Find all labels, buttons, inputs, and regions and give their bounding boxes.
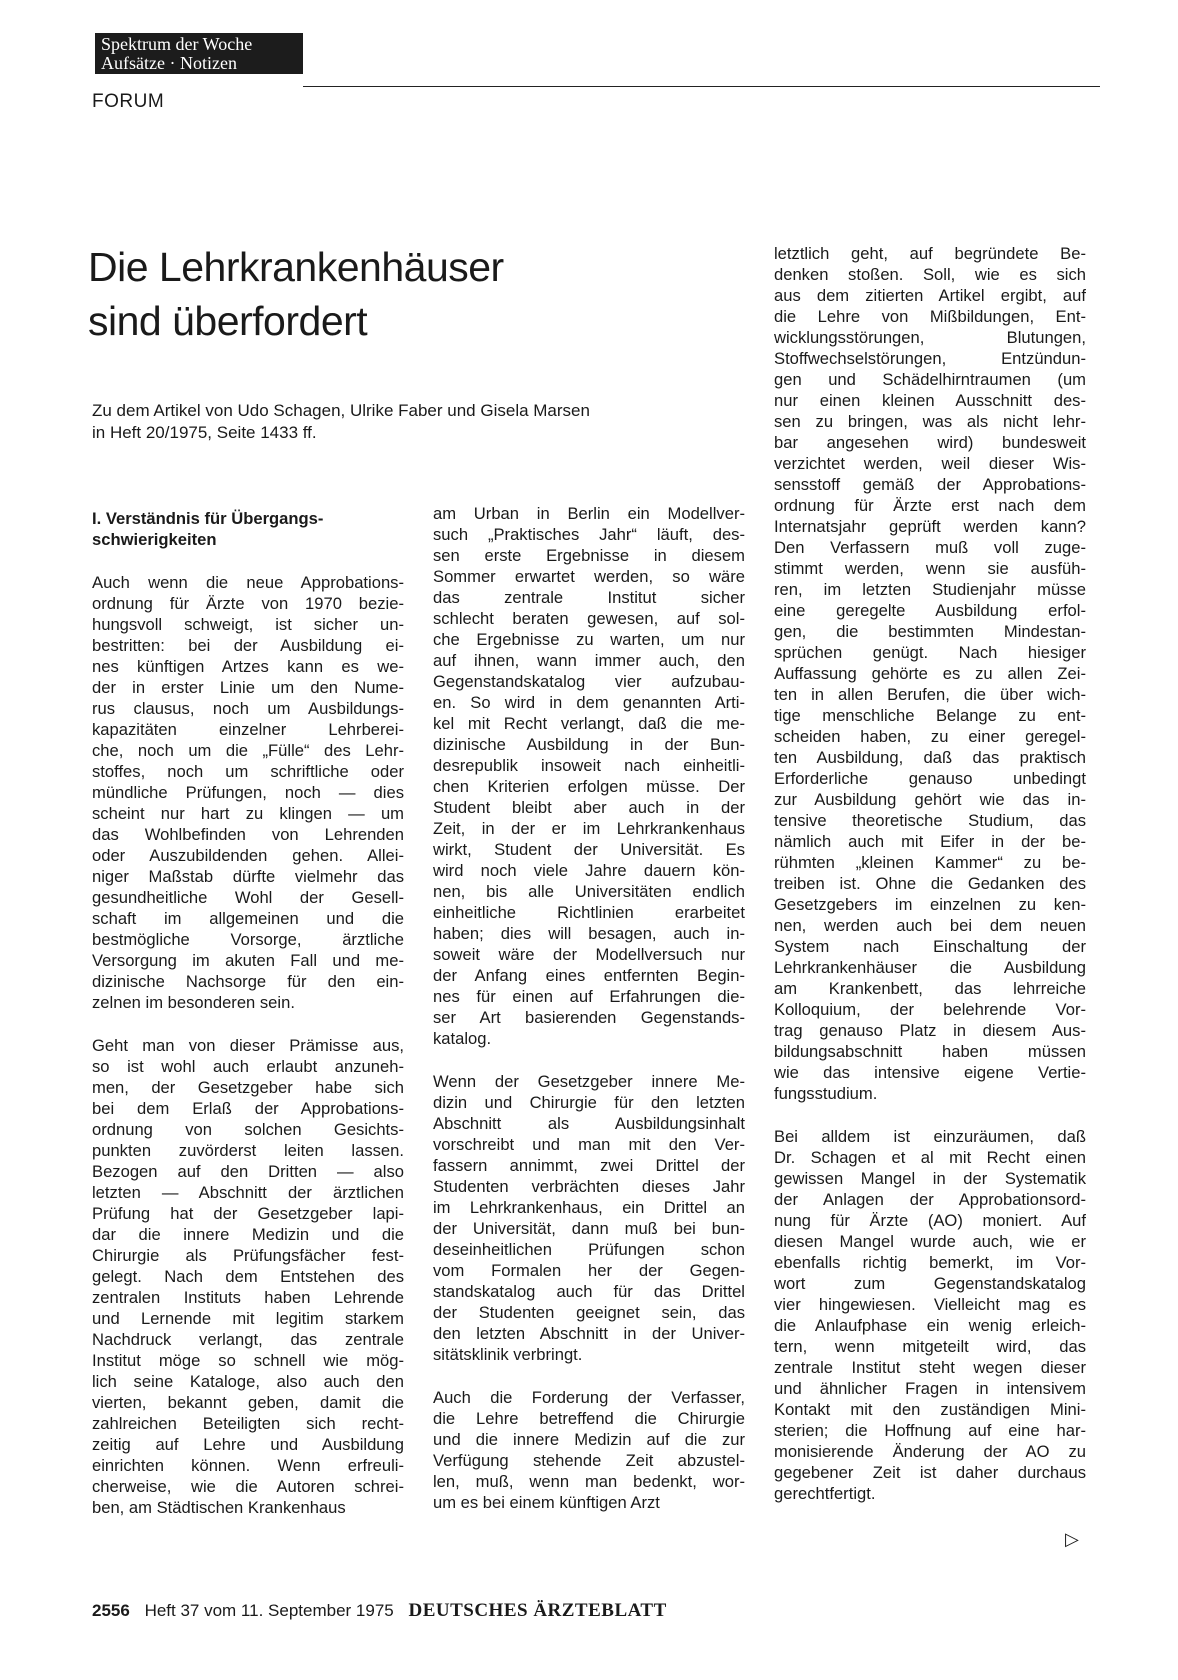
body-text-line: dizinische Ausbildung in der Bun- xyxy=(433,735,745,754)
body-text-line: nen, bis alle Universitäten endlich xyxy=(433,882,745,901)
body-text-line: vom Formalen her der Gegen- xyxy=(433,1261,745,1280)
text-column-1 xyxy=(92,508,404,1518)
body-text-line: dar die innere Medizin und die xyxy=(92,1225,404,1244)
text-column-3 xyxy=(774,243,1086,1504)
body-text-line: schaft im allgemeinen und die xyxy=(92,909,404,928)
page-number: 2556 xyxy=(92,1601,130,1620)
body-text-line: einheitliche Richtlinien erarbeitet xyxy=(433,903,745,922)
body-text-line: sensstoff gemäß der Approbations- xyxy=(774,475,1086,494)
body-text-line: Zeit, in der er im Lehrkrankenhaus xyxy=(433,819,745,838)
body-text-line: ebenfalls richtig bemerkt, im Vor- xyxy=(774,1253,1086,1272)
body-text-line: und Lernende mit legitim starkem xyxy=(92,1309,404,1328)
body-text-line: Chirurgie als Prüfungsfächer fest- xyxy=(92,1246,404,1265)
body-text-line: der Studenten geeignet sein, das xyxy=(433,1303,745,1322)
body-text-line: zur Ausbildung gehört wie das in- xyxy=(774,790,1086,809)
body-text-line: gerechtfertigt. xyxy=(774,1484,876,1503)
body-text-line: soweit wäre der Modellversuch nur xyxy=(433,945,745,964)
body-text-line: ser Art basierenden Gegenstands- xyxy=(433,1008,745,1027)
body-text-line: bestmögliche Vorsorge, ärztliche xyxy=(92,930,404,949)
body-text-line: diesen Mangel wurde auch, wie er xyxy=(774,1232,1086,1251)
body-text-line: nur einen kleinen Ausschnitt des- xyxy=(774,391,1086,410)
body-text-line: len, muß, wenn man bedenkt, wor- xyxy=(433,1472,745,1491)
body-text-line: schlecht beraten gewesen, auf sol- xyxy=(433,609,745,628)
section-label: FORUM xyxy=(92,91,165,112)
body-text-line: zelnen im besonderen sein. xyxy=(92,993,295,1012)
body-text-line: zentralen Instituts haben Lehrende xyxy=(92,1288,404,1307)
body-text-line: nen, werden auch bei dem neuen xyxy=(774,916,1086,935)
body-text-line: zentrale Institut steht wegen dieser xyxy=(774,1358,1086,1377)
body-text-line: ordnung für Ärzte erst nach dem xyxy=(774,496,1086,515)
body-text-line: der Universität, dann muß bei bun- xyxy=(433,1219,745,1238)
header-rule xyxy=(303,86,1100,87)
body-text-line: Gegenstandskatalog vier aufzubau- xyxy=(433,672,745,691)
body-text-line: Geht man von dieser Prämisse aus, xyxy=(92,1036,404,1055)
intro-line-2: in Heft 20/1975, Seite 1433 ff. xyxy=(92,423,317,442)
body-text-line: tern, wenn mitgeteilt wird, das xyxy=(774,1337,1086,1356)
body-text-line: Verfügung stehende Zeit abzustel- xyxy=(433,1451,745,1470)
body-text-line: auf ihnen, wann immer auch, den xyxy=(433,651,745,670)
body-text-line: denken stoßen. Soll, wie es sich xyxy=(774,265,1086,284)
paragraph-gap xyxy=(433,1365,745,1387)
body-text-line: wort zum Gegenstandskatalog xyxy=(774,1274,1086,1293)
body-text-line: am Krankenbett, das lehrreiche xyxy=(774,979,1086,998)
body-text-line: monisierende Änderung der AO zu xyxy=(774,1442,1086,1461)
body-text-line: Abschnitt als Ausbildungsinhalt xyxy=(433,1114,745,1133)
body-text-line: sterien; die Hoffnung auf eine har- xyxy=(774,1421,1086,1440)
body-text-line: sen zu bringen, was als nicht lehr- xyxy=(774,412,1086,431)
body-text-line: fassern annimmt, zwei Drittel der xyxy=(433,1156,745,1175)
body-text-line: wicklungsstörungen, Blutungen, xyxy=(774,328,1086,347)
body-text-line: Versorgung im akuten Fall und me- xyxy=(92,951,404,970)
body-text-line: aus dem zitierten Artikel ergibt, auf xyxy=(774,286,1086,305)
body-text-line: Bei alldem ist einzuräumen, daß xyxy=(774,1127,1086,1146)
body-text-line: die Anlaufphase ein wenig erleich- xyxy=(774,1316,1086,1335)
body-text-line: treiben ist. Ohne die Gedanken des xyxy=(774,874,1086,893)
body-text-line: vierten, bekannt geben, damit die xyxy=(92,1393,404,1412)
body-text-line: um es bei einem künftigen Arzt xyxy=(433,1493,660,1512)
body-text-line: gen und Schädelhirntraumen (um xyxy=(774,370,1086,389)
body-text-line: Den Verfassern muß voll zuge- xyxy=(774,538,1086,557)
body-text-line: nämlich auch mit Eifer in der be- xyxy=(774,832,1086,851)
body-text-line: Stoffwechselstörungen, Entzündun- xyxy=(774,349,1086,368)
body-text-line: trag genauso Platz in diesem Aus- xyxy=(774,1021,1086,1040)
body-text-line: tensive theoretische Studium, das xyxy=(774,811,1086,830)
body-text-line: System nach Einschaltung der xyxy=(774,937,1086,956)
body-text-line: der Anfang eines entfernten Begin- xyxy=(433,966,745,985)
body-text-line: such „Praktisches Jahr“ läuft, des- xyxy=(433,525,745,544)
section-heading-line: schwierigkeiten xyxy=(92,530,217,549)
body-text-line: einrichten können. Wenn erfreuli- xyxy=(92,1456,404,1475)
body-text-line: wirkt, Student der Universität. Es xyxy=(433,840,745,859)
body-text-line: Prüfung hat der Gesetzgeber lapi- xyxy=(92,1204,404,1223)
body-text-line: Auffassung gehörte es zu allen Zei- xyxy=(774,664,1086,683)
body-text-line: ordnung von solchen Gesichts- xyxy=(92,1120,404,1139)
body-text-line: Kontakt mit den zuständigen Mini- xyxy=(774,1400,1086,1419)
body-text-line: scheiden haben, zu einer geregel- xyxy=(774,727,1086,746)
body-text-line: Auch die Forderung der Verfasser, xyxy=(433,1388,745,1407)
body-text-line: die Lehre von Mißbildungen, Ent- xyxy=(774,307,1086,326)
body-text-line: vorschreibt und man mit den Ver- xyxy=(433,1135,745,1154)
body-text-line: wie das intensive eigene Vertie- xyxy=(774,1063,1086,1082)
body-text-line: ren, im letzten Studienjahr müsse xyxy=(774,580,1086,599)
body-text-line: rühmten „kleinen Kammer“ zu be- xyxy=(774,853,1086,872)
body-text-line: katalog. xyxy=(433,1029,492,1048)
body-text-line: Wenn der Gesetzgeber innere Me- xyxy=(433,1072,745,1091)
body-text-line: Erforderliche genauso unbedingt xyxy=(774,769,1086,788)
body-text-line: nes für einen auf Erfahrungen die- xyxy=(433,987,745,1006)
body-text-line: standskatalog auch für das Drittel xyxy=(433,1282,745,1301)
body-text-line: kapazitäten einzelner Lehrberei- xyxy=(92,720,404,739)
body-text-line: der Anlagen der Approbationsord- xyxy=(774,1190,1086,1209)
body-text-line: zahlreichen Beteiligten sich recht- xyxy=(92,1414,404,1433)
body-text-line: ten Ausbildung, daß das praktisch xyxy=(774,748,1086,767)
body-text-line: Kolloquium, der belehrende Vor- xyxy=(774,1000,1086,1019)
body-text-line: vier hingewiesen. Vielleicht mag es xyxy=(774,1295,1086,1314)
badge-line-1: Spektrum der Woche xyxy=(101,34,253,54)
body-text-line: den letzten Abschnitt in der Univer- xyxy=(433,1324,745,1343)
body-text-line: ordnung für Ärzte von 1970 bezie- xyxy=(92,594,404,613)
article-title xyxy=(88,240,708,348)
body-text-line: bar angesehen wird) bundesweit xyxy=(774,433,1086,452)
body-text-line: tige menschliche Belange zu ent- xyxy=(774,706,1086,725)
body-text-line: fungsstudium. xyxy=(774,1084,878,1103)
body-text-line: gelegt. Nach dem Entstehen des xyxy=(92,1267,404,1286)
body-text-line: mündliche Prüfungen, noch — dies xyxy=(92,783,404,802)
body-text-line: Nachdruck verlangt, das zentrale xyxy=(92,1330,404,1349)
body-text-line: nes künftigen Artzes kann es we- xyxy=(92,657,404,676)
body-text-line: deseinheitlichen Prüfungen schon xyxy=(433,1240,745,1259)
body-text-line: sen erste Ergebnisse in diesem xyxy=(433,546,745,565)
body-text-line: sprüchen genügt. Nach hiesiger xyxy=(774,643,1086,662)
body-text-line: Gesetzgebers im einzelnen zu ken- xyxy=(774,895,1086,914)
badge-line-2: Aufsätze · Notizen xyxy=(101,53,237,73)
body-text-line: punkten zuvörderst leiten lassen. xyxy=(92,1141,404,1160)
body-text-line: cherweise, wie die Autoren schrei- xyxy=(92,1477,404,1496)
body-text-line: am Urban in Berlin ein Modellver- xyxy=(433,504,745,523)
body-text-line: Internatsjahr geprüft werden kann? xyxy=(774,517,1086,536)
body-text-line: Bezogen auf den Dritten — also xyxy=(92,1162,404,1181)
body-text-line: ten in allen Berufen, die über wich- xyxy=(774,685,1086,704)
body-text-line: bildungsabschnitt haben müssen xyxy=(774,1042,1086,1061)
paragraph-gap xyxy=(433,1049,745,1071)
body-text-line: kel mit Recht verlangt, daß die me- xyxy=(433,714,745,733)
body-text-line: chen Kriterien erfolgen müsse. Der xyxy=(433,777,745,796)
intro-line-1: Zu dem Artikel von Udo Schagen, Ulrike Faber und Gisela Marsen xyxy=(92,401,590,420)
body-text-line: men, der Gesetzgeber habe sich xyxy=(92,1078,404,1097)
body-text-line: gesundheitliche Wohl der Gesell- xyxy=(92,888,404,907)
text-column-2 xyxy=(433,503,745,1513)
body-text-line: stoffes, noch um schriftliche oder xyxy=(92,762,404,781)
body-text-line: gegebener Zeit ist daher durchaus xyxy=(774,1463,1086,1482)
body-text-line: Lehrkrankenhäuser die Ausbildung xyxy=(774,958,1086,977)
paragraph-gap xyxy=(774,1104,1086,1126)
issue-info: Heft 37 vom 11. September 1975 xyxy=(144,1601,394,1620)
body-text-line: wird noch viele Jahre dauern kön- xyxy=(433,861,745,880)
body-text-line: Student bleibt aber auch in der xyxy=(433,798,745,817)
body-text-line: dizin und Chirurgie für den letzten xyxy=(433,1093,745,1112)
body-text-line: letztlich geht, auf begründete Be- xyxy=(774,244,1086,263)
body-text-line: stimmt werden, wenn sie ausfüh- xyxy=(774,559,1086,578)
body-text-line: desrepublik insoweit nach einheitli- xyxy=(433,756,745,775)
body-text-line: oder Auszubildenden gehen. Allei- xyxy=(92,846,404,865)
body-text-line: rus clausus, noch um Ausbildungs- xyxy=(92,699,404,718)
body-text-line: der in erster Linie um den Nume- xyxy=(92,678,404,697)
journal-name: DEUTSCHES ÄRZTEBLATT xyxy=(408,1600,667,1621)
body-text-line: letzten — Abschnitt der ärztlichen xyxy=(92,1183,404,1202)
body-text-line: Sommer erwartet werden, so wäre xyxy=(433,567,745,586)
body-text-line: Institut möge so schnell wie mög- xyxy=(92,1351,404,1370)
body-text-line: en. So wird in dem genannten Arti- xyxy=(433,693,745,712)
body-text-line: verzichtet werden, weil dieser Wis- xyxy=(774,454,1086,473)
section-badge xyxy=(95,33,303,74)
body-text-line: che, noch um die „Fülle“ des Lehr- xyxy=(92,741,404,760)
body-text-line: bestritten: bei der Ausbildung ei- xyxy=(92,636,404,655)
title-line-2: sind überfordert xyxy=(88,298,368,344)
body-text-line: haben; dies will besagen, auch in- xyxy=(433,924,745,943)
page-footer xyxy=(92,1600,667,1622)
body-text-line: eine geregelte Ausbildung erfol- xyxy=(774,601,1086,620)
body-text-line: Studenten verbrächten dieses Jahr xyxy=(433,1177,745,1196)
body-text-line: lich seine Kataloge, also auch den xyxy=(92,1372,404,1391)
body-text-line: und die innere Medizin auf die zur xyxy=(433,1430,745,1449)
body-text-line: das Wohlbefinden von Lehrenden xyxy=(92,825,404,844)
body-text-line: die Lehre betreffend die Chirurgie xyxy=(433,1409,745,1428)
body-text-line: scheint nur hart zu klingen — um xyxy=(92,804,404,823)
body-text-line: zeitig auf Lehre und Ausbildung xyxy=(92,1435,404,1454)
body-text-line: und ähnlicher Fragen in intensivem xyxy=(774,1379,1086,1398)
body-text-line: nung für Ärzte (AO) moniert. Auf xyxy=(774,1211,1086,1230)
body-text-line: che Ergebnisse zu warten, um nur xyxy=(433,630,745,649)
body-text-line: gewissen Mangel in der Systematik xyxy=(774,1169,1086,1188)
title-line-1: Die Lehrkrankenhäuser xyxy=(88,244,504,290)
body-text-line: Dr. Schagen et al mit Recht einen xyxy=(774,1148,1086,1167)
body-text-line: ben, am Städtischen Krankenhaus xyxy=(92,1498,346,1517)
body-text-line: niger Maßstab dürfte vielmehr das xyxy=(92,867,404,886)
body-text-line: dizinische Nachsorge für den ein- xyxy=(92,972,404,991)
body-text-line: im Lehrkrankenhaus, ein Drittel an xyxy=(433,1198,745,1217)
body-text-line: das zentrale Institut sicher xyxy=(433,588,745,607)
body-text-line: bei dem Erlaß der Approbations- xyxy=(92,1099,404,1118)
body-text-line: hungsvoll schweigt, ist sicher un- xyxy=(92,615,404,634)
body-text-line: gen, die bestimmten Mindestan- xyxy=(774,622,1086,641)
section-heading-line: I. Verständnis für Übergangs- xyxy=(92,509,324,528)
body-text-line: sitätsklinik verbringt. xyxy=(433,1345,583,1364)
paragraph-gap xyxy=(92,550,404,572)
continue-arrow-icon: ▷ xyxy=(1065,1529,1079,1549)
body-text-line: so ist wohl auch erlaubt anzuneh- xyxy=(92,1057,404,1076)
paragraph-gap xyxy=(92,1013,404,1035)
article-intro xyxy=(92,400,712,444)
body-text-line: Auch wenn die neue Approbations- xyxy=(92,573,404,592)
